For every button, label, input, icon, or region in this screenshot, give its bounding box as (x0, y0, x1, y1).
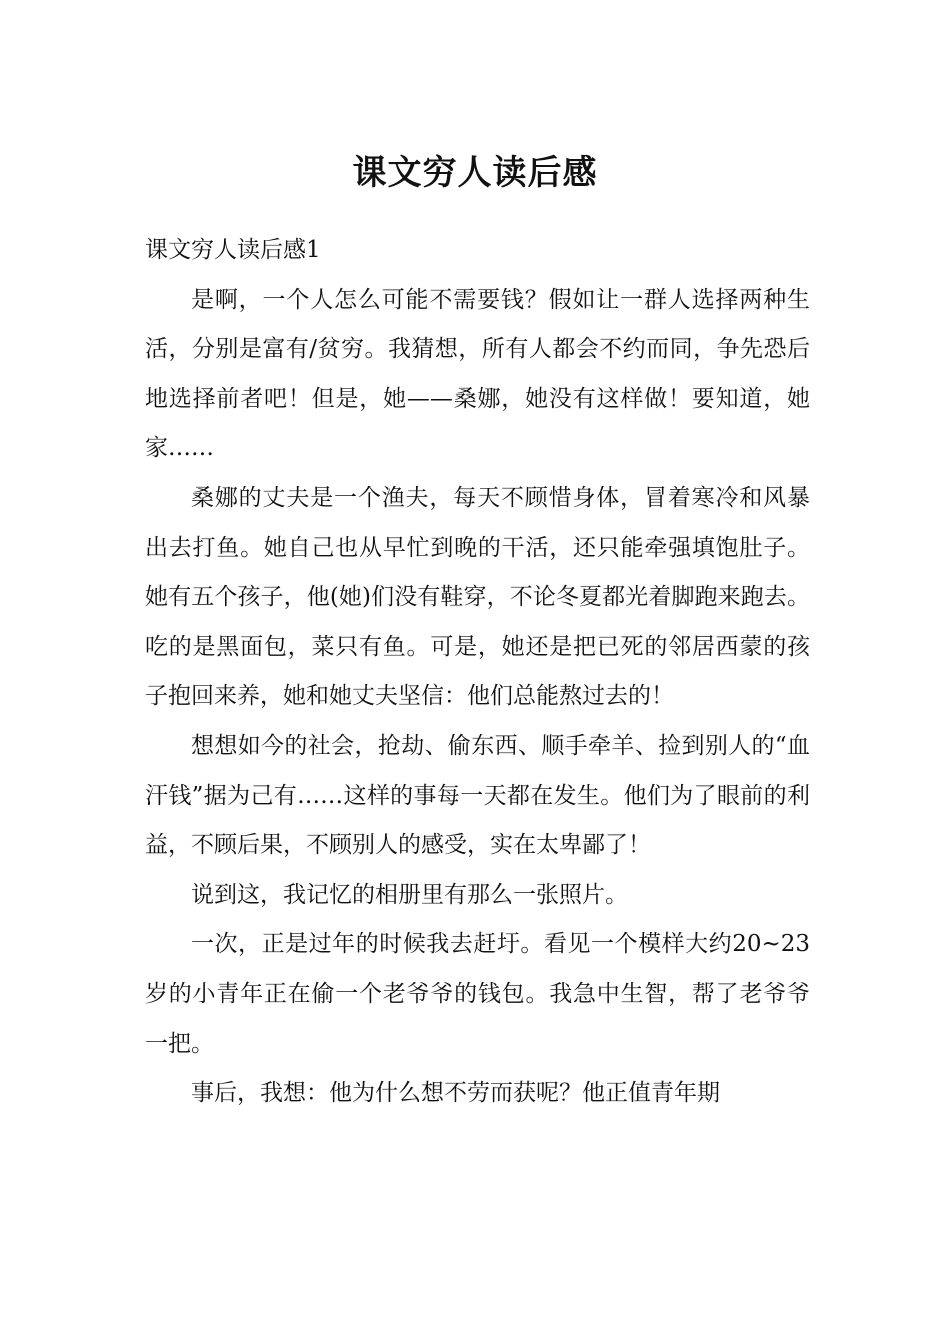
paragraph-1: 是啊，一个人怎么可能不需要钱？假如让一群人选择两种生活，分别是富有/贫穷。我猜想，所有人都会不约而同，争先恐后地选择前者吧！但是，她——桑娜，她没有这样做！要知道，她家…… (145, 286, 810, 462)
section-title: 课文穷人读后感1 (145, 237, 321, 263)
paragraph-3: 想想如今的社会，抢劫、偷东西、顺手牵羊、捡到别人的“血汗钱”据为己有……这样的事每一天都在发生。他们为了眼前的利益，不顾后果，不顾别人的感受，实在太卑鄙了！ (145, 732, 810, 859)
document-title: 课文穷人读后感 (352, 152, 598, 193)
document-body (145, 226, 810, 1119)
paragraph-6: 事后，我想：他为什么想不劳而获呢？他正值青年期 (191, 1080, 720, 1107)
paragraph-5: 一次，正是过年的时候我去赶圩。看见一个模样大约20~23岁的小青年正在偷一个老爷爷的钱包。我急中生智，帮了老爷爷一把。 (145, 931, 810, 1057)
paragraph-4: 说到这，我记忆的相册里有那么一张照片。 (191, 881, 628, 908)
paragraph-2: 桑娜的丈夫是一个渔夫，每天不顾惜身体，冒着寒冷和风暴出去打鱼。她自己也从早忙到晚的干活，还只能牵强填饱肚子。她有五个孩子，他(她)们没有鞋穿，不论冬夏都光着脚跑来跑去。吃的是黑面包，菜只有鱼。可是，她还是把已死的邻居西蒙的孩子抱回来养，她和她丈夫坚信：他们总能熬过去的！ (145, 484, 810, 710)
